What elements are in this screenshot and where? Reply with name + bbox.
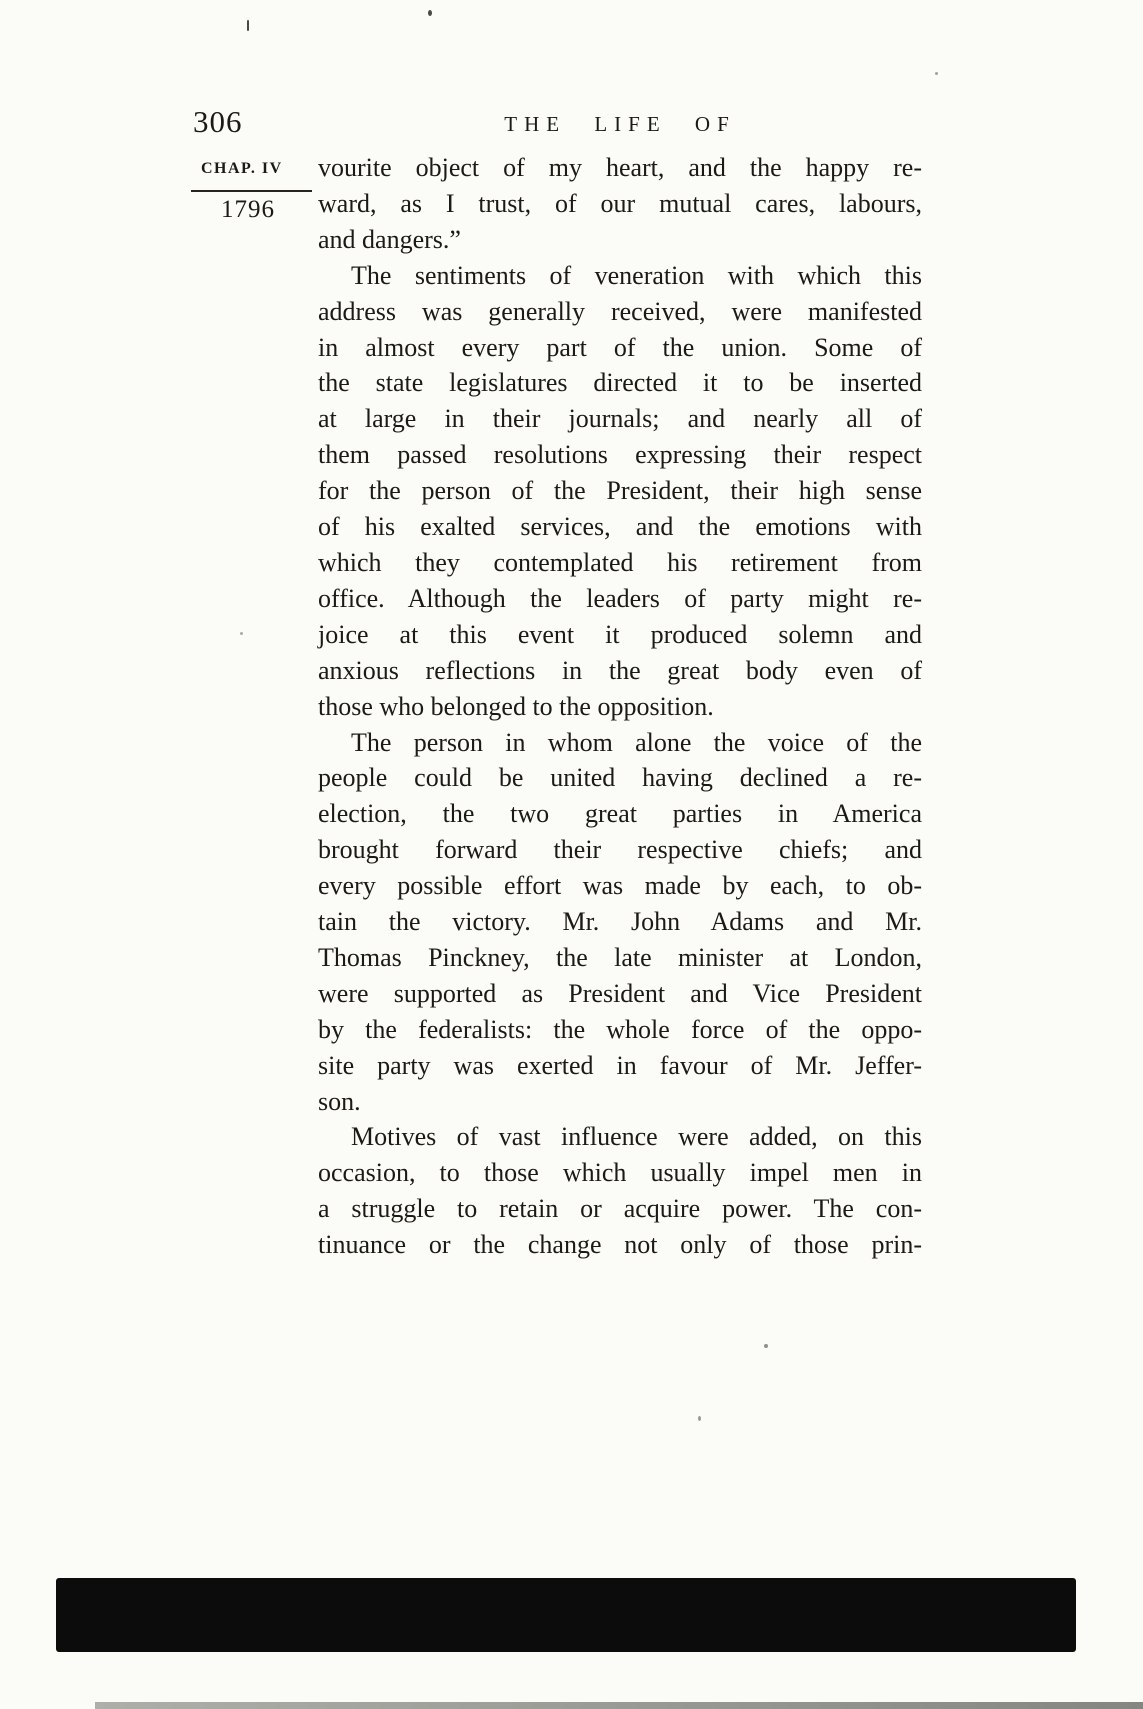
text-line: site party was exerted in favour of Mr. Jeffer- bbox=[318, 1050, 922, 1080]
text-line: every possible effort was made by each, to ob- bbox=[318, 871, 922, 901]
scan-artifact-bottom-edge bbox=[95, 1702, 1143, 1709]
scan-speck bbox=[698, 1416, 701, 1421]
scan-speck bbox=[764, 1344, 768, 1348]
text-line: election, the two great parties in America bbox=[318, 799, 922, 829]
text-line: which they contemplated his retirement from bbox=[318, 547, 922, 577]
text-line: by the federalists: the whole force of the oppo- bbox=[318, 1014, 922, 1044]
text-line: people could be united having declined a re- bbox=[318, 763, 922, 793]
margin-rule bbox=[191, 190, 312, 192]
text-line: for the person of the President, their high sense bbox=[318, 476, 922, 506]
scan-artifact-bottom-bar bbox=[56, 1578, 1076, 1652]
text-line: and dangers.” bbox=[318, 224, 461, 254]
text-line: address was generally received, were manifested bbox=[318, 296, 922, 326]
text-line: tinuance or the change not only of those prin- bbox=[318, 1230, 922, 1260]
text-line: the state legislatures directed it to be inserted bbox=[318, 368, 922, 398]
text-line: brought forward their respective chiefs; and bbox=[318, 835, 922, 865]
paragraph bbox=[318, 150, 922, 258]
text-line: ward, as I trust, of our mutual cares, labours, bbox=[318, 188, 922, 218]
text-line: tain the victory. Mr. John Adams and Mr. bbox=[318, 907, 922, 937]
paragraph bbox=[318, 1119, 922, 1263]
scan-speck bbox=[428, 10, 432, 16]
text-line: occasion, to those which usually impel men in bbox=[318, 1158, 922, 1188]
text-line: at large in their journals; and nearly all of bbox=[318, 404, 922, 434]
book-binding-shadow bbox=[0, 0, 112, 1709]
text-line: of his exalted services, and the emotions with bbox=[318, 512, 922, 542]
paragraph bbox=[318, 258, 922, 725]
body-text bbox=[318, 150, 922, 1263]
text-line: joice at this event it produced solemn and bbox=[318, 619, 922, 649]
text-line: The sentiments of veneration with which this bbox=[351, 260, 922, 290]
margin-year-note: 1796 bbox=[221, 196, 275, 223]
paragraph bbox=[318, 725, 922, 1120]
text-line: them passed resolutions expressing their respect bbox=[318, 440, 922, 470]
text-line: anxious reflections in the great body even of bbox=[318, 655, 922, 685]
text-line: office. Although the leaders of party might re- bbox=[318, 583, 922, 613]
text-line: a struggle to retain or acquire power. The con- bbox=[318, 1194, 922, 1224]
text-line: were supported as President and Vice President bbox=[318, 978, 922, 1008]
scan-speck bbox=[935, 72, 938, 75]
text-line: those who belonged to the opposition. bbox=[318, 691, 714, 721]
scan-speck bbox=[240, 632, 243, 635]
text-line: son. bbox=[318, 1086, 361, 1116]
page-number: 306 bbox=[193, 104, 243, 139]
margin-chapter-note: CHAP. IV bbox=[201, 160, 283, 177]
running-header: THE LIFE OF bbox=[504, 112, 736, 136]
text-line: The person in whom alone the voice of the bbox=[351, 727, 922, 757]
text-line: Thomas Pinckney, the late minister at London, bbox=[318, 942, 922, 972]
text-line: vourite object of my heart, and the happy re- bbox=[318, 153, 922, 182]
text-line: in almost every part of the union. Some of bbox=[318, 332, 922, 362]
scan-speck bbox=[247, 20, 249, 31]
text-line: Motives of vast influence were added, on this bbox=[351, 1122, 922, 1152]
